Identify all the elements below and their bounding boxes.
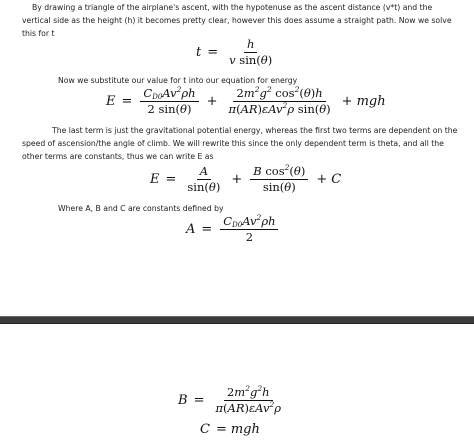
paragraph-constants: Where A, B and C are constants defined by [58,204,224,213]
page-divider [0,316,474,324]
equation-energy-abc: E = $\frac{A}{\sin(\theta)}$ + $\frac{B \cos^2(\theta)}{\sin(\theta)}$ + C [150,163,342,194]
equation-a-definition: A = $\frac{C_{D0}Av^2\rho h}{2}$ [186,215,282,244]
equation-b-definition: B = $\frac{2m^2g^2h}{\pi(AR)\varepsilon Av^2\rho}$ [178,384,282,415]
equation-c-definition: C = mgh [200,422,260,437]
document-page-bottom [0,324,474,440]
equation-energy-full: E = $\frac{C_{D0}Av^2\rho h}{2 \sin(\theta)}$ + $\frac{2m^2g^2 \cos^2(\theta)h}{\pi(AR)\varepsilon Av^2\rho \sin(\theta)}$ + mgh [106,85,386,116]
paragraph-substitute: Now we substitute our value for t into our equation for energy [58,76,298,85]
paragraph-potential-energy: The last term is just the gravitational potential energy, whereas the first two terms are dependent on the speed of ascension/the angle of climb. We will rewrite this since the only dependent term is theta, and all the other terms are constants, thus we can write E as [22,126,460,161]
equation-t: t = $\frac{h}{\text{v sin(θ)}}$ [196,37,273,67]
paragraph-ascent-triangle: By drawing a triangle of the airplane's ascent, with the hypotenuse as the ascent distance (v*t) and the vertical side as the height (h) it becomes pretty clear, however this does assume a straight path. Now we solve this for t [22,3,454,38]
